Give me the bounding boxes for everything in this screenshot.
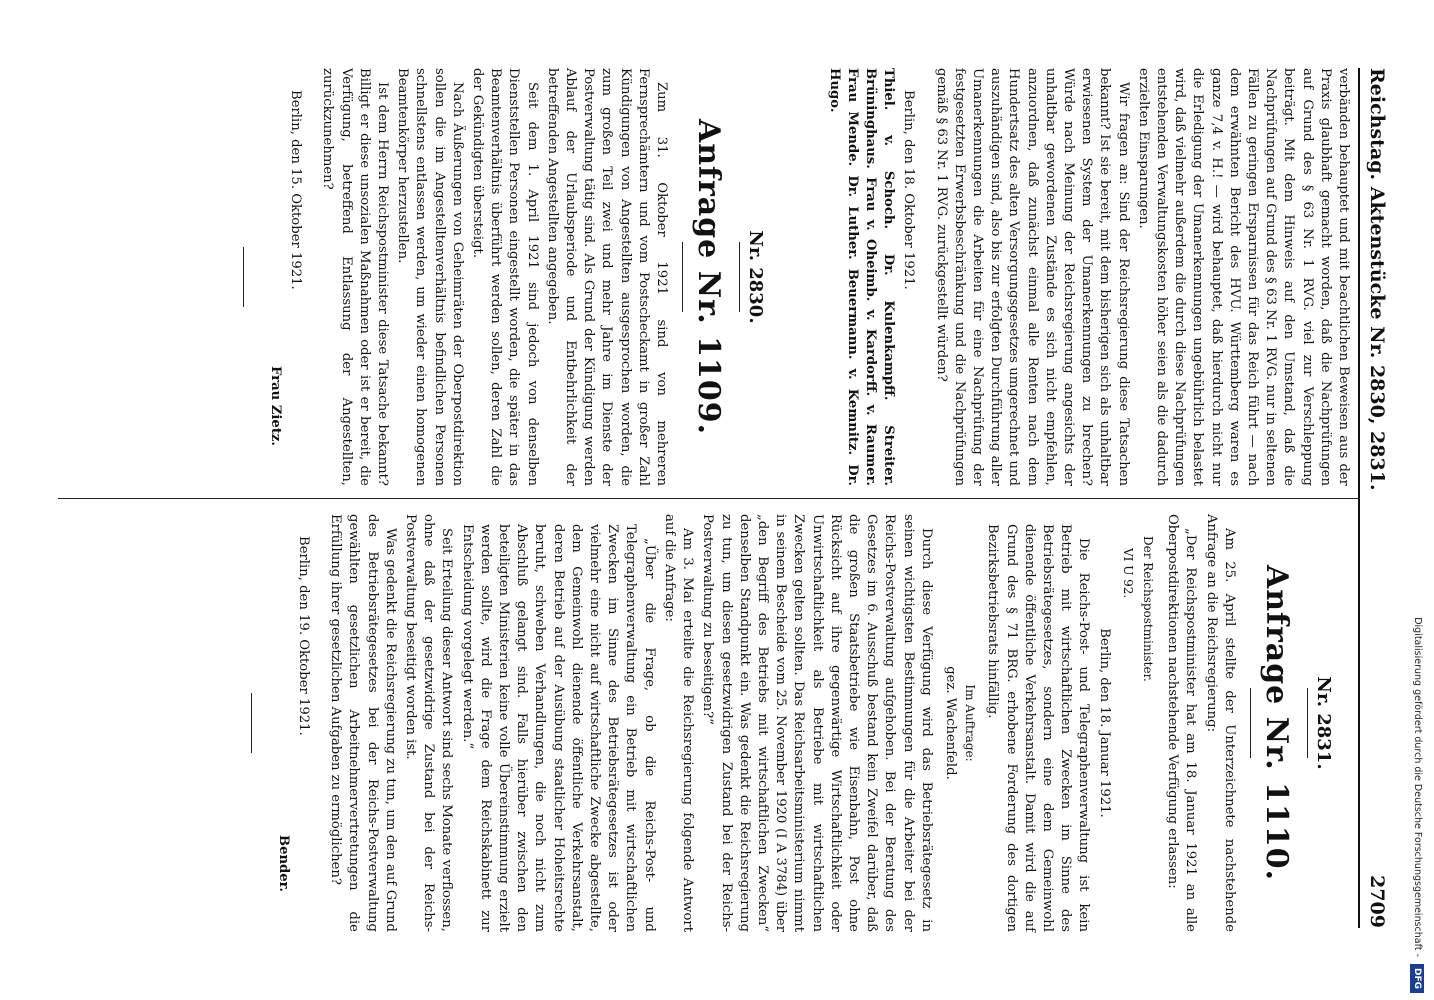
scanned-page bbox=[58, 58, 1388, 938]
place-date: Berlin, den 18. Oktober 1921. bbox=[901, 90, 917, 290]
divider bbox=[739, 242, 740, 312]
column-divider bbox=[58, 498, 1358, 499]
question-paragraph: Wir fragen an: Sind der Reichsregierung diese Tatsachen bekannt? Ist sie bereit, mit dem bisherigen sich als unhaltbar erwiesenen System der Umanerkennungen zu brechen? Würde nach Meinung der Reichsregierung angesichts der unhaltbar gewordenen Zustände es sich nicht empfehlen, anzuordnen, daß zunächst einmal alle Renten nach dem Hundertsatz des alten Versorgungsgesetzes umgerechnet und auszuhändigen sind, also bis zur erfolgten Durchführung aller Umanerkennungen die Arbeiten für eine Nachprüfung der festgesetzten Erwerbsbeschränkung und die Nachprüfungen gemäß § 63 Nr. 1 RVG. zurückgestellt würden? bbox=[933, 68, 1131, 486]
document-title: Anfrage Nr. 1109. bbox=[691, 118, 727, 436]
running-head bbox=[1358, 68, 1388, 928]
divider bbox=[682, 242, 683, 312]
continuation-paragraph: verbänden behauptet und mit beachtlichen Beweisen aus der Praxis glaubhaft gemacht worden, daß die Nachprüfungen auf Grund des § 63 Nr. 1 RVG. viel zur Verschleppung beiträgt. Mit dem Hinweis auf den Umstand, daß die Nachprüfungen auf Grund des § 63 Nr. 1 RVG. nur in seltenen Fällen zu geringen Ersparnissen für das Reich führt — nach dem erwähnten Bericht des HVU. Württemberg waren es ganze 7,4 v. H.! — wird behauptet, daß hierdurch nicht nur die Erledigung der Umanerkennungen ungebührlich belastet wird, daß vielmehr außerdem die durch diese Nachprüfungen entstehenden Verwaltungskosten höher seien als die dadurch erzielten Einsparungen. bbox=[1135, 68, 1351, 486]
document-title: Anfrage Nr. 1110. bbox=[1258, 564, 1294, 882]
body-paragraph: Was gedenkt die Reichsregierung zu tun, um den auf Grund des Betriebsrätegesetzes bei der Reichs-Postverwaltung gewählten gesetzlichen Arbeitnehmervertretungen die Erfüllung ihrer gesetzlichen Aufgaben zu ermöglichen? bbox=[328, 514, 398, 932]
divider bbox=[243, 247, 244, 307]
body-paragraph: Durch diese Verfügung wird das Betriebsrätegesetz in seinen wichtigsten Bestimmungen für die Arbeiter bei der Reichs-Postverwaltung aufgehoben. Bei der Beratung des Gesetzes im 6. Ausschuß bestand kein Zweifel darüber, daß die großen Staatsbetriebe wie Eisenbahn, Post ohne Rücksicht auf ihre gegenwärtige Wirtschaftlichkeit oder Unwirtschaftlichkeit als Betriebe mit wirtschaftlichen Zwecken gelten sollten. Das Reichsarbeitsministerium nimmt in seinem Bescheide vom 25. November 1920 (I A 3784) über „den Begriff des Betriebs mit wirtschaftlichen Zwecken“ denselben Standpunkt ein. Was gedenkt die Reichsregierung zu tun, um diesen gesetzwidrigen Zustand bei der Reichs-Postverwaltung zu beseitigen?“ bbox=[700, 514, 934, 932]
place-date: Berlin, den 19. Oktober 1921. bbox=[296, 536, 312, 736]
dfg-logo: DFG bbox=[1410, 964, 1424, 993]
document-number: Nr. 2831. bbox=[1313, 676, 1334, 770]
signature: Bender. bbox=[275, 834, 291, 892]
body-paragraph: Seit dem 1. April 1921 sind jedoch von denselben Dienststellen Personen eingestellt worden, die später in das Beamtenverhältnis überführt werden sollen, deren Zahl die der Gekündigten übersteigt. bbox=[470, 68, 540, 486]
body-paragraph: Zum 31. Oktober 1921 sind von mehreren Fernsprechämtern und vom Postscheckamt in großer Zahl Kündigungen von Angestellten ausgesprochen worden, die zum großen Teil zwei und mehr Jahre im Dienste der Postverwaltung tätig sind. Als Grund der Kündigung werden Ablauf der Urlaubsperiode und Entbehrlichkeit der betreffenden Angestellten angegeben. bbox=[544, 68, 670, 486]
answer-quote: „Über die Frage, ob die Reichs-Post- und Telegraphenverwaltung ein Betrieb mit wirtschaftlichen Zwecken im Sinne des Betriebsrätegesetzes ist oder vielmehr eine nicht auf wirtschaftliche Zwecke abgestellte, dem Gemeinwohl dienende öffentliche Verkehrsanstalt, deren Betrieb auf der Ausübung staatlicher Hoheitsrechte beruht, schweben Verhandlungen, die noch nicht zum Abschluß gelangt sind. Falls hierüber zwischen den beteiligten Ministerien keine volle Übereinstimmung erzielt werden sollte, wird die Frage dem Reichskabinett zur Entscheidung vorgelegt werden.“ bbox=[459, 524, 657, 932]
intro-paragraph: Am 25. April stellte der Unterzeichnete nachstehende Anfrage an die Reichsregierung: bbox=[1203, 514, 1237, 932]
digitization-note bbox=[1404, 8, 1430, 993]
file-reference: VI U 92. bbox=[1120, 548, 1135, 599]
signed-by: gez. Wachenfeld. bbox=[942, 666, 958, 780]
divider bbox=[251, 693, 252, 753]
body-paragraph: Am 3. Mai erteilte die Reichsregierung folgende Antwort auf die Anfrage: bbox=[661, 514, 696, 932]
quote-intro: „Der Reichspostminister hat am 18. Januar 1921 an alle Oberpostdirektionen nachstehende Verfügung erlassen: bbox=[1165, 514, 1199, 932]
body-paragraph: Seit Erteilung dieser Antwort sind sechs Monate verflossen, ohne daß der gesetzwidrige Zustand bei der Reichs-Postverwaltung beseitigt worden ist. bbox=[403, 514, 455, 932]
divider bbox=[1250, 688, 1251, 758]
im-auftrage: Im Auftrage: bbox=[963, 684, 978, 762]
quote-date: Berlin, den 18. Januar 1921. bbox=[1096, 628, 1112, 818]
left-column bbox=[243, 68, 1352, 486]
right-column bbox=[251, 514, 1352, 932]
digitization-note-text: Digitalisierung gefördert durch die Deutsche Forschungsgemeinschaft - bbox=[1412, 617, 1423, 957]
quote-text: Die Reichs-Post- und Telegraphenverwaltung ist kein Betrieb mit wirtschaftlichen Zwecken im Sinne des Betriebsrätegesetzes, sondern eine dem Gemeinwohl dienende öffentliche Verkehrsanstalt. Damit wird die auf Grund des § 71 BRG. erhobene Forderung des dortigen Bezirksbetriebsrats hinfällig. bbox=[985, 524, 1092, 932]
signature: Frau Zietz. bbox=[268, 365, 284, 446]
page-content bbox=[58, 58, 1388, 938]
document-number: Nr. 2830. bbox=[745, 230, 767, 324]
signers-list: Thiel. v. Schoch. Dr. Kulenkampff. Streiter. Brüninghaus. Frau v. Oheimb. v. Kardorff. v. Raumer. Frau Mende. Dr. Luther. Beuermann. v. Kemnitz. Dr. Hugo. bbox=[826, 68, 897, 486]
ministry-name: Der Reichspostminister. bbox=[1140, 536, 1155, 682]
running-head-title: Reichstag. Aktenstücke Nr. 2830, 2831. bbox=[1366, 68, 1388, 491]
body-paragraph: Ist dem Herrn Reichspostminister diese Tatsache bekannt? Billigt er diese unsozialen Maßnahmen oder ist er bereit, die Verfügung, betreffend Entlassung der Angestellten, zurückzunehmen? bbox=[320, 68, 391, 486]
place-date: Berlin, den 15. Oktober 1921. bbox=[288, 90, 304, 290]
page-number: 2709 bbox=[1366, 875, 1388, 928]
body-paragraph: Nach Äußerungen von Geheimräten der Oberpostdirektion sollen die im Angestelltenverhältnis befindlichen Personen schnellstens entlassen werden, um wieder einen homogenen Beamtenkörper herzustellen. bbox=[395, 68, 465, 486]
divider bbox=[1307, 688, 1308, 758]
